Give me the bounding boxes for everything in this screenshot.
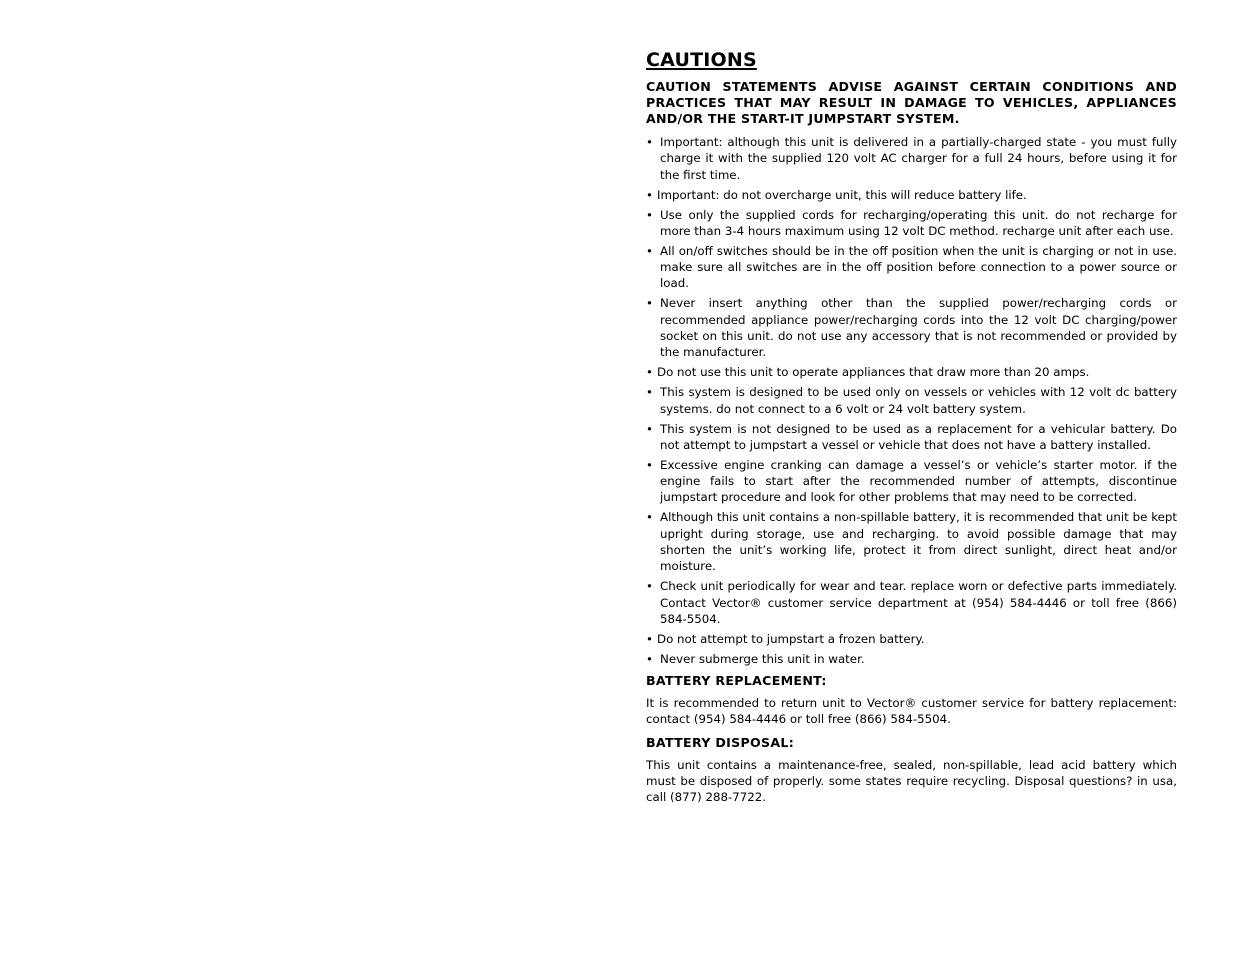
list-item-text: Never submerge this unit in water. bbox=[660, 651, 865, 666]
caution-list bbox=[646, 134, 1177, 667]
battery-disposal-text: This unit contains a maintenance-free, sealed, non-spillable, lead acid battery which must be disposed of properly. some states require recycling. Disposal questions? in usa, call (877) 288-7722. bbox=[646, 757, 1177, 805]
list-item bbox=[646, 295, 1177, 360]
bullet-icon: • bbox=[646, 135, 653, 149]
list-item-text: This system is designed to be used only on vessels or vehicles with 12 volt dc battery systems. do not connect to a 6 volt or 24 volt battery system. bbox=[660, 385, 1177, 416]
list-item bbox=[646, 134, 1177, 183]
blank-left-page bbox=[0, 0, 617, 954]
list-item bbox=[646, 364, 1177, 380]
bullet-icon: • bbox=[646, 187, 653, 202]
battery-disposal-heading: BATTERY DISPOSAL: bbox=[646, 734, 795, 750]
list-item-text: Excessive engine cranking can damage a vessel’s or vehicle’s starter motor. if the engine fails to start after the recommended number of attempts, discontinue jumpstart procedure and look for other problems that may need to be corrected. bbox=[660, 457, 1177, 505]
caution-intro: CAUTION STATEMENTS ADVISE AGAINST CERTAIN CONDITIONS AND PRACTICES THAT MAY RESULT IN DAMAGE TO VEHICLES, APPLIANCES AND/OR THE START-IT JUMPSTART SYSTEM. bbox=[646, 79, 1177, 126]
bullet-icon: • bbox=[646, 631, 653, 646]
bullet-icon: • bbox=[646, 243, 653, 258]
bullet-icon: • bbox=[646, 421, 653, 436]
list-item-text: All on/off switches should be in the off position when the unit is charging or not in use. make sure all switches are in the off position before connection to a power source or load. bbox=[660, 243, 1177, 291]
list-item bbox=[646, 631, 1177, 647]
bullet-icon: • bbox=[646, 365, 653, 380]
bullet-icon: • bbox=[646, 510, 653, 525]
list-item-text: Never insert anything other than the supplied power/recharging cords or recommended appliance power/recharging cords into the 12 volt DC charging/power socket on this unit. do not use any accessory that is not recommended or provided by the manufacturer. bbox=[660, 296, 1177, 360]
cautions-page bbox=[646, 47, 1177, 812]
bullet-icon: • bbox=[646, 207, 653, 222]
page-title: CAUTIONS bbox=[646, 49, 757, 71]
battery-replacement-text: It is recommended to return unit to Vector® customer service for battery replacement: contact (954) 584-4446 or toll free (866) 584-5504. bbox=[646, 696, 1177, 727]
bullet-icon: • bbox=[646, 579, 653, 594]
list-item bbox=[646, 457, 1177, 506]
battery-replacement-heading: BATTERY REPLACEMENT: bbox=[646, 673, 827, 689]
list-item-text: Do not attempt to jumpstart a frozen battery. bbox=[657, 631, 925, 646]
list-item-text: Important: although this unit is delivered in a partially-charged state - you must fully charge it with the supplied 120 volt AC charger for a full 24 hours, before using it for the first time. bbox=[660, 135, 1177, 182]
list-item-text: Use only the supplied cords for recharging/operating this unit. do not recharge for more than 3-4 hours maximum using 12 volt DC method. recharge unit after each use. bbox=[660, 207, 1177, 238]
list-item bbox=[646, 578, 1177, 627]
list-item bbox=[646, 243, 1177, 292]
list-item-text: Check unit periodically for wear and tear. replace worn or defective parts immediately. Contact Vector® customer service department at (954) 584-4446 or toll free (866) 584-5504. bbox=[660, 579, 1177, 626]
bullet-icon: • bbox=[646, 651, 653, 666]
bullet-icon: • bbox=[646, 457, 653, 472]
list-item-text: Do not use this unit to operate appliances that draw more than 20 amps. bbox=[657, 365, 1090, 380]
list-item bbox=[646, 187, 1177, 203]
list-item bbox=[646, 509, 1177, 574]
list-item bbox=[646, 421, 1177, 454]
list-item bbox=[646, 207, 1177, 240]
list-item bbox=[646, 651, 1177, 667]
list-item-text: Important: do not overcharge unit, this will reduce battery life. bbox=[657, 187, 1027, 202]
bullet-icon: • bbox=[646, 385, 653, 400]
list-item bbox=[646, 384, 1177, 417]
list-item-text: Although this unit contains a non-spillable battery, it is recommended that unit be kept upright during storage, use and recharging. to avoid possible damage that may shorten the unit’s working life, protect it from direct sunlight, direct heat and/or moisture. bbox=[660, 510, 1177, 574]
list-item-text: This system is not designed to be used as a replacement for a vehicular battery. Do not attempt to jumpstart a vessel or vehicle that does not have a battery installed. bbox=[660, 421, 1177, 452]
bullet-icon: • bbox=[646, 296, 653, 311]
